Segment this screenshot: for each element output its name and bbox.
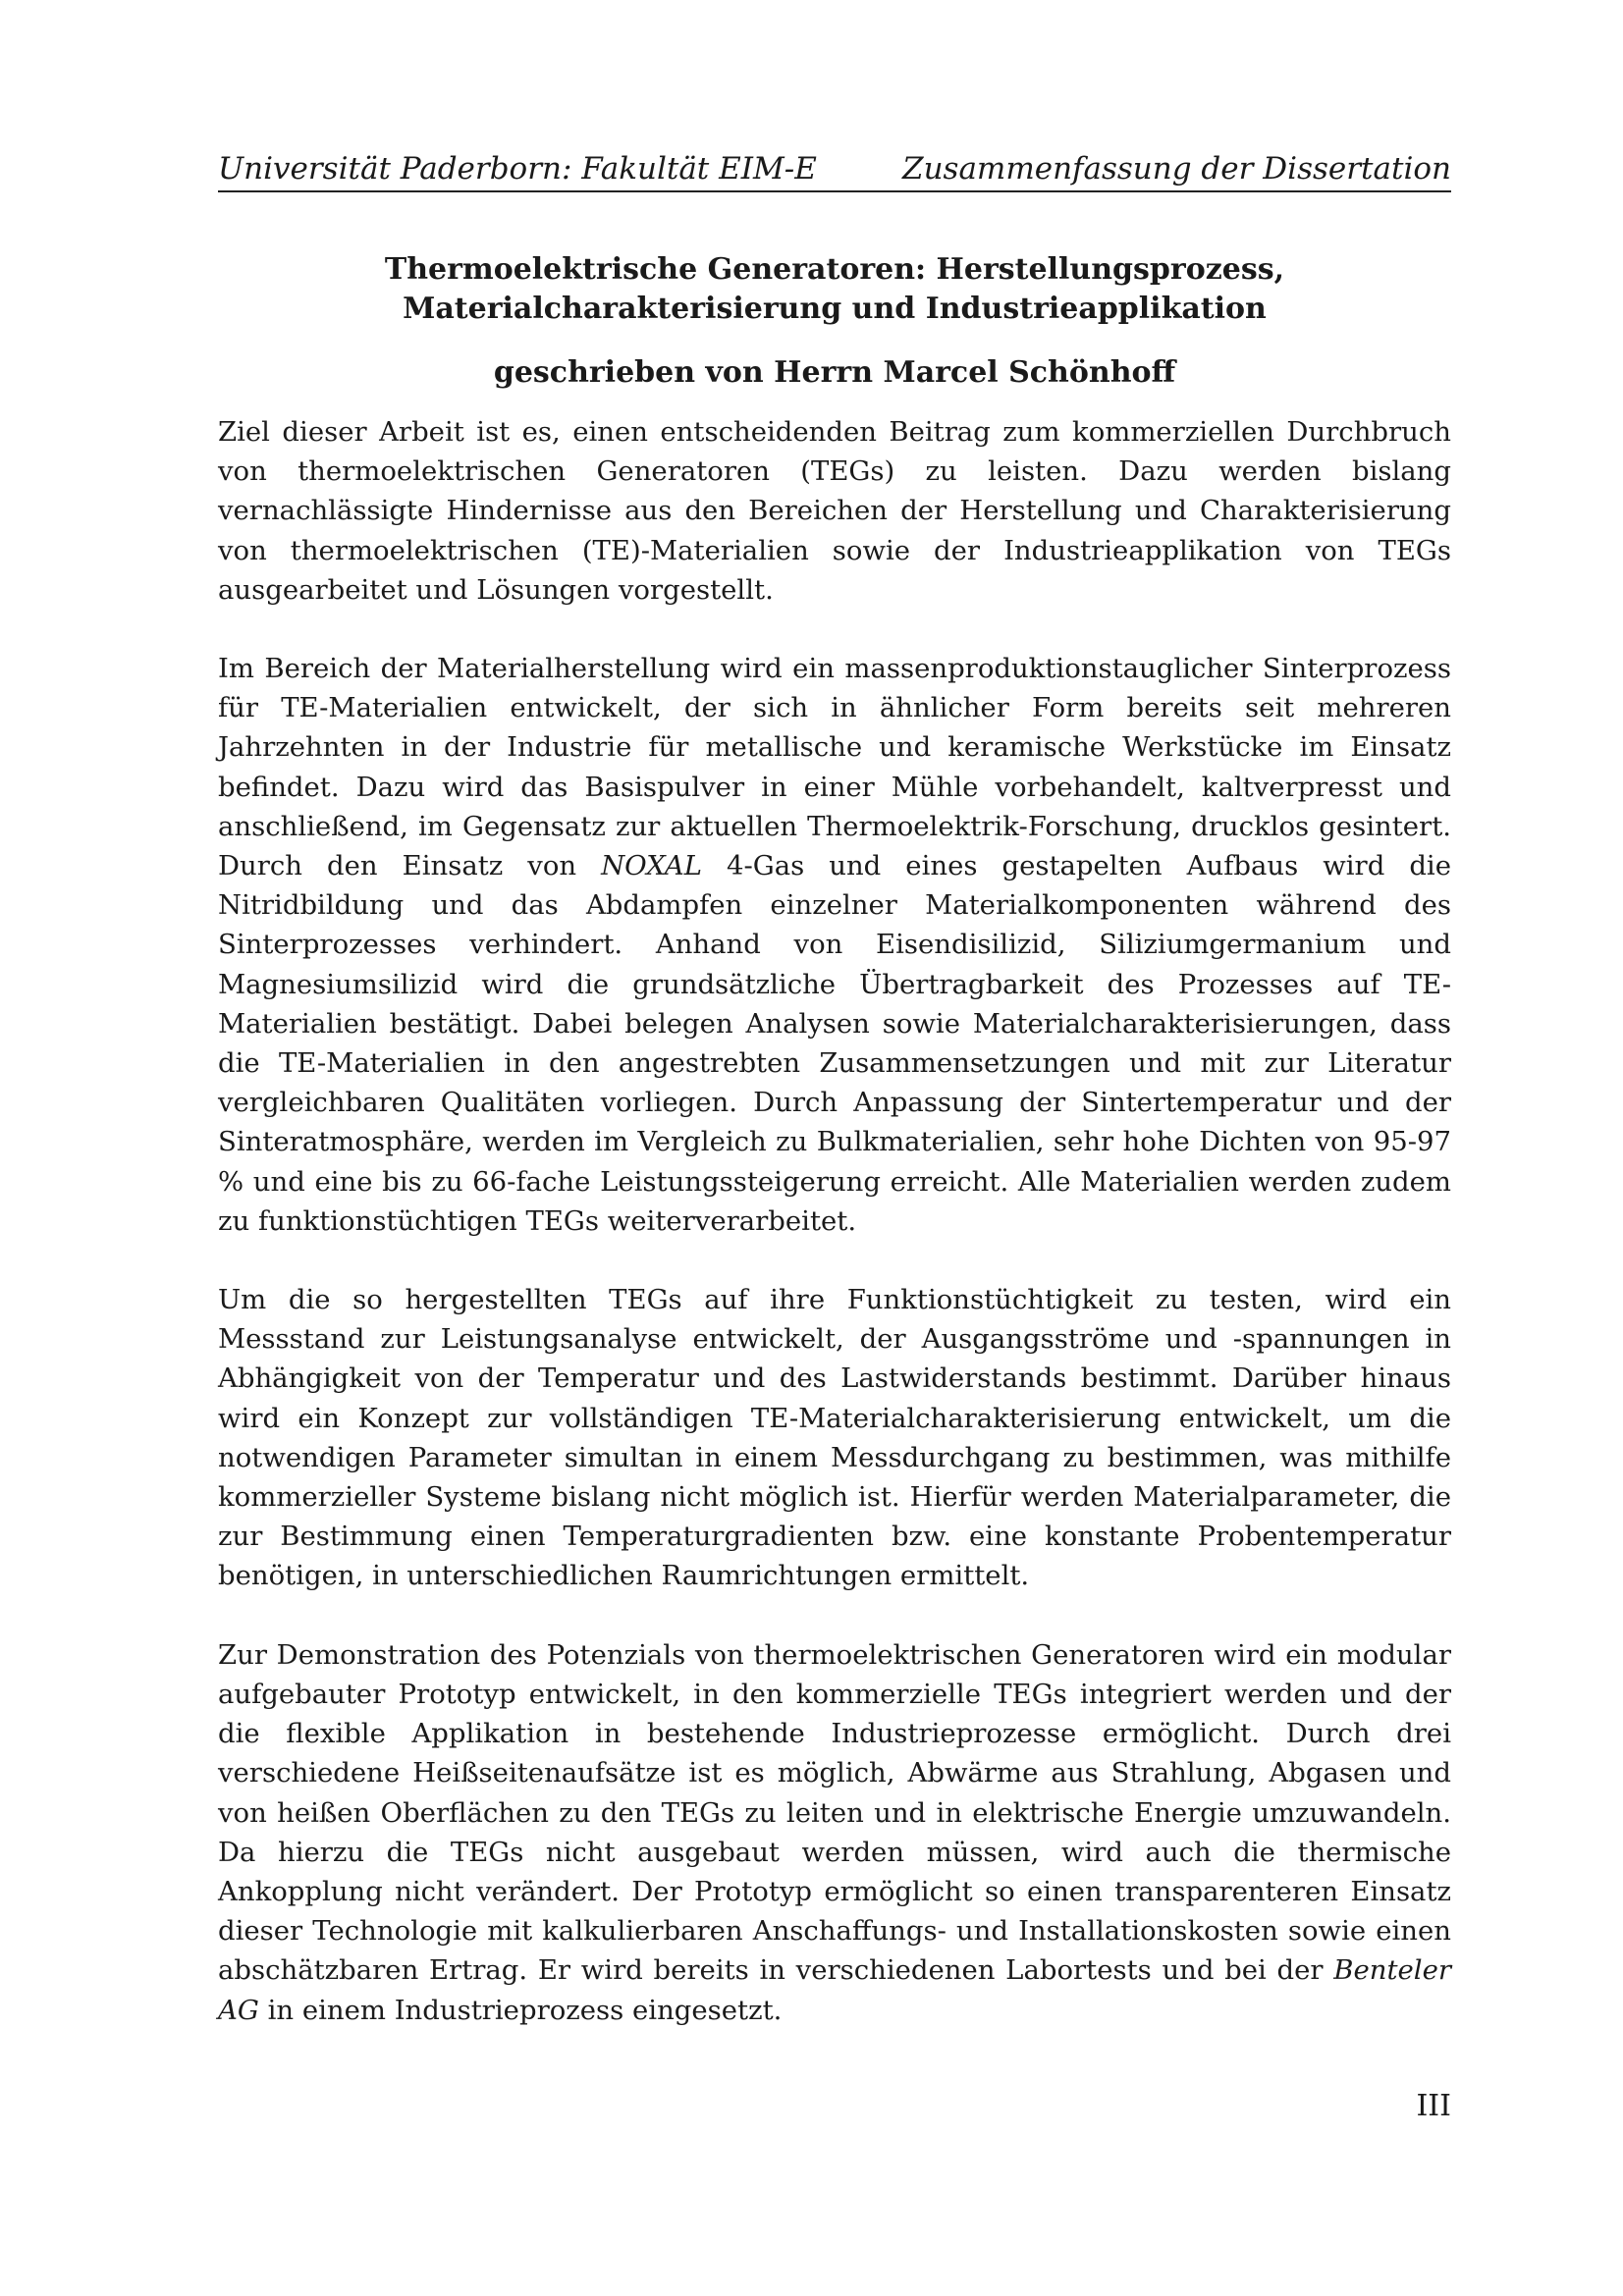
paragraph-4-part-a: Zur Demonstration des Potenzials von thermoelektrischen Generatoren wird ein modular aufgebauter Prototyp entwickelt, in den kommerzielle TEGs integriert werden und der die flexible Applikation in bestehende Industrieprozesse ermöglicht. Durch drei verschiedene Heißseitenaufsätze ist es möglich, Abwärme aus Strahlung, Abgasen und von heißen Oberflächen zu den TEGs zu leiten und in elektrische Energie umzuwandeln. Da hierzu die TEGs nicht ausgebaut werden müssen, wird auch die thermische Ankopplung nicht verändert. Der Prototyp ermöglicht so einen transparenteren Einsatz dieser Technologie mit kalkulierbaren Anschaffungs- und Installationskosten sowie einen abschätzbaren Ertrag. Er wird bereits in verschiedenen Labortests und bei der <box>218 1638 1451 1987</box>
benteler-term: Benteler AG <box>218 1954 1451 2026</box>
page-number: III <box>1416 2089 1451 2123</box>
paragraph-2-part-a: Im Bereich der Materialherstellung wird ein massenproduktionstauglicher Sinterprozess für TE-Materialien entwickelt, der sich in ähnlicher Form bereits seit mehreren Jahrzehnten in der Industrie für metallische und keramische Werkstücke im Einsatz befindet. Dazu wird das Basispulver in einer Mühle vorbehandelt, kaltverpresst und anschließend, im Gegensatz zur aktuellen Thermoelektrik-Forschung, drucklos gesintert. Durch den Einsatz von <box>218 653 1451 882</box>
header-right: Zusammenfassung der Dissertation <box>902 151 1451 187</box>
header-left: Universität Paderborn: Fakultät EIM-E <box>218 151 817 187</box>
paragraph-2 <box>218 649 1451 1241</box>
running-header <box>218 149 1451 192</box>
title-line-2: Materialcharakterisierung und Industrieapplikation <box>403 292 1267 326</box>
title-line-1: Thermoelektrische Generatoren: Herstellungsprozess, <box>384 252 1285 287</box>
dissertation-title <box>218 250 1451 329</box>
paragraph-2-part-b: 4-Gas und eines gestapelten Aufbaus wird die Nitridbildung und das Abdampfen einzelner Materialkomponenten während des Sinterprozesses verhindert. Anhand von Eisendisilizid, Siliziumgermanium und Magnesiumsilizid wird die grundsätzliche Übertragbarkeit des Prozesses auf TE-Materialien bestätigt. Dabei belegen Analysen sowie Materialcharakterisierungen, dass die TE-Materialien in den angestrebten Zusammensetzungen und mit zur Literatur vergleichbaren Qualitäten vorliegen. Durch Anpassung der Sintertemperatur und der Sinteratmosphäre, werden im Vergleich zu Bulkmaterialien, sehr hohe Dichten von 95-97 % und eine bis zu 66-fache Leistungssteigerung erreicht. Alle Materialien werden zudem zu funktionstüchtigen TEGs weiterverarbeitet. <box>218 850 1451 1237</box>
abstract-body <box>218 412 1451 2069</box>
paragraph-3: Um die so hergestellten TEGs auf ihre Funktionstüchtigkeit zu testen, wird ein Messstand zur Leistungsanalyse entwickelt, der Ausgangsströme und -spannungen in Abhängigkeit von der Temperatur und des Lastwiderstands bestimmt. Darüber hinaus wird ein Konzept zur vollständigen TE-Materialcharakterisierung entwickelt, um die notwendigen Parameter simultan in einem Messdurchgang zu bestimmen, was mithilfe kommerzieller Systeme bislang nicht möglich ist. Hierfür werden Materialparameter, die zur Bestimmung einen Temperaturgradienten bzw. eine konstante Probentemperatur benötigen, in unterschiedlichen Raumrichtungen ermittelt. <box>218 1284 1451 1592</box>
paragraph-4 <box>218 1635 1451 2030</box>
paragraph-1: Ziel dieser Arbeit ist es, einen entscheidenden Beitrag zum kommerziellen Durchbruch von thermoelektrischen Generatoren (TEGs) zu leisten. Dazu werden bislang vernachlässigte Hindernisse aus den Bereichen der Herstellung und Charakterisierung von thermoelektrischen (TE)-Materialien sowie der Industrieapplikation von TEGs ausgearbeitet und Lösungen vorgestellt. <box>218 416 1451 606</box>
paragraph-4-part-b: in einem Industrieprozess eingesetzt. <box>258 1994 783 2026</box>
author-line: geschrieben von Herrn Marcel Schönhoff <box>493 355 1176 390</box>
noxal-term: NOXAL <box>601 850 702 882</box>
document-page <box>218 0 1451 2296</box>
